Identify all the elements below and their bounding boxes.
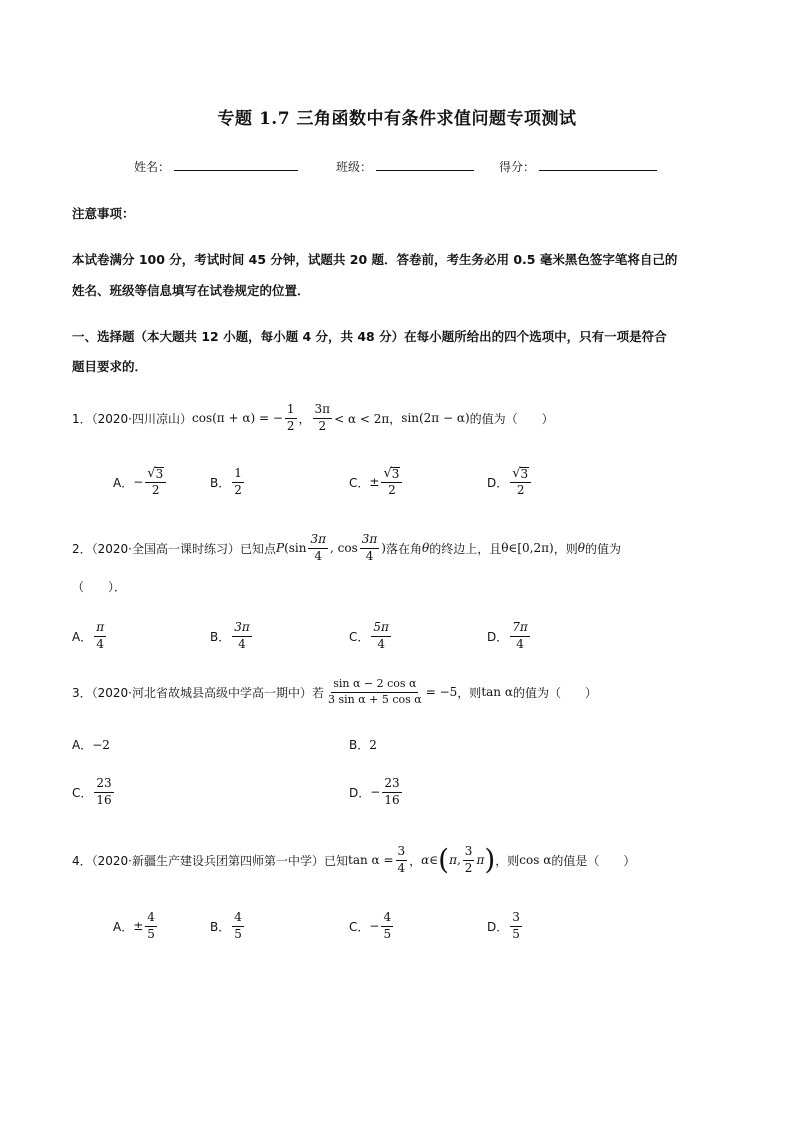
q1-frac-1-2: $\frac{1}{2}$ xyxy=(286,402,295,433)
name-field[interactable] xyxy=(134,158,298,175)
option-label: A． xyxy=(113,475,134,490)
q1-option-d[interactable]: D． √ 3 2 xyxy=(487,462,533,502)
q3-option-d[interactable]: D． − $\frac{23}{16}$ xyxy=(349,776,400,807)
q1-prefix: 1．（2020·四川凉山） xyxy=(72,411,192,426)
section-1-line-2: 题目要求的． xyxy=(72,359,148,374)
q2-option-d[interactable]: D． $\frac{7\pi}{4}$ xyxy=(487,620,528,651)
q1-option-c[interactable]: C． ± √ 3 2 xyxy=(349,462,404,502)
option-label: C． xyxy=(349,919,370,934)
question-4-stem: 4．（2020·新疆生产建设兵团第四师第一中学）已知 tan α = $\frac{3}{4}$ ， α∈ ( π, $\frac{3}{2}$ π ) ，则 cos α 的值是（ ） xyxy=(72,843,636,876)
q2-option-b[interactable]: B． $\frac{3\pi}{4}$ xyxy=(210,620,250,651)
q4-option-b[interactable]: B． $\frac{4}{5}$ xyxy=(210,910,242,941)
q3-option-a[interactable]: A．−2 xyxy=(72,738,110,752)
q1-sin-expr: sin(2π − α) xyxy=(401,411,470,425)
score-label: 得分： xyxy=(499,160,536,174)
name-label: 姓名： xyxy=(134,160,171,174)
right-paren: ) xyxy=(484,843,496,876)
option-label: C． xyxy=(72,785,93,800)
option-label: D． xyxy=(487,919,509,934)
option-label: C． xyxy=(349,629,370,644)
q3-fraction: $\frac{\text{sin α − 2 cos α}}{\text{3 sin α + 5 cos α}}$ xyxy=(328,677,422,706)
option-label: A． xyxy=(72,738,93,752)
q1-cos-expr: cos(π + α) = − xyxy=(192,411,283,425)
q2-option-c[interactable]: C． $\frac{5\pi}{4}$ xyxy=(349,620,389,651)
score-blank[interactable] xyxy=(539,158,657,171)
question-2-stem: 2．（2020·全国高一课时练习）已知点 P (sin $\frac{3\pi}{4}$ , cos $\frac{3\pi}{4}$ ) 落在角 θ 的终边上，且 θ∈[0,2π) ，则 θ 的值为 xyxy=(72,532,621,563)
option-label: B． xyxy=(210,475,231,490)
option-label: A． xyxy=(72,629,93,644)
option-label: D． xyxy=(487,475,509,490)
q4-option-c[interactable]: C． − $\frac{4}{5}$ xyxy=(349,910,392,941)
option-label: B． xyxy=(210,629,231,644)
score-field[interactable] xyxy=(499,158,657,175)
class-field[interactable] xyxy=(336,158,474,175)
name-blank[interactable] xyxy=(174,158,298,171)
option-label: D． xyxy=(487,629,509,644)
question-3-stem: 3．（2020·河北省故城县高级中学高一期中）若 $\frac{\text{sin α − 2 cos α}}{\text{3 sin α + 5 cos α}}$ = −5 ，则 tan α 的值为（ ） xyxy=(72,677,597,706)
q4-prefix: 4．（2020·新疆生产建设兵团第四师第一中学）已知 xyxy=(72,853,348,868)
q3-prefix: 3．（2020·河北省故城县高级中学高一期中）若 xyxy=(72,685,324,700)
q3-option-c[interactable]: C． $\frac{23}{16}$ xyxy=(72,776,112,807)
q2-line-2: （ ）． xyxy=(72,580,127,594)
option-label: C． xyxy=(349,475,370,490)
q2-option-a[interactable]: A． $\frac{\pi}{4}$ xyxy=(72,620,105,651)
notice-line-2: 姓名、班级等信息填写在试卷规定的位置． xyxy=(72,283,310,298)
page-title: 专题 1.7 三角函数中有条件求值问题专项测试 xyxy=(217,109,577,129)
q4-option-d[interactable]: D． $\frac{3}{5}$ xyxy=(487,910,520,941)
q1-frac-3pi-2: $\frac{3\pi}{2}$ xyxy=(314,402,331,433)
section-1-line-1: 一、选择题（本大题共 12 小题，每小题 4 分，共 48 分）在每小题所给出的四个选项中，只有一项是符合 xyxy=(72,329,667,344)
notice-heading: 注意事项： xyxy=(72,206,135,221)
option-label: D． xyxy=(349,785,371,800)
left-paren: ( xyxy=(438,843,450,876)
q1-range-tail: < α < 2π， xyxy=(334,411,402,426)
notice-line-1: 本试卷满分 100 分，考试时间 45 分钟，试题共 20 题．答卷前，考生务必用 0.5 毫米黑色签字笔将自己的 xyxy=(72,252,678,267)
class-label: 班级： xyxy=(336,160,373,174)
option-label: A． xyxy=(113,919,134,934)
q2-prefix: 2．（2020·全国高一课时练习）已知点 xyxy=(72,541,276,556)
q3-option-b[interactable]: B．2 xyxy=(349,738,377,752)
option-label: B． xyxy=(349,738,370,752)
q1-option-b[interactable]: B． $\frac{1}{2}$ xyxy=(210,466,242,497)
class-blank[interactable] xyxy=(376,158,474,171)
option-label: B． xyxy=(210,919,231,934)
q1-suffix: 的值为（ ） xyxy=(469,411,554,426)
q4-option-a[interactable]: A． ± $\frac{4}{5}$ xyxy=(113,910,155,941)
q1-option-a[interactable]: A． − √ 3 2 xyxy=(113,462,168,502)
question-1-stem: 1．（2020·四川凉山） cos(π + α) = − $\frac{1}{2}$ ， $\frac{3\pi}{2}$ < α < 2π， sin(2π − α) 的值为（ ） xyxy=(72,402,554,433)
